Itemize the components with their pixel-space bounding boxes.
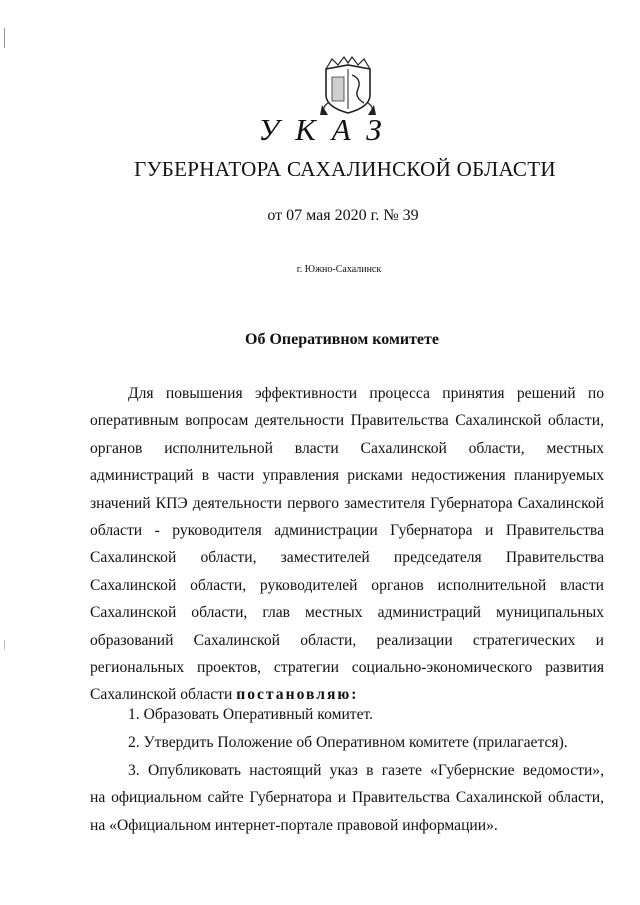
preamble-line: области - руководителя администрации Губернатора и Правительства [90, 522, 604, 540]
decree-items [90, 701, 604, 840]
preamble-line: Сахалинской области [90, 686, 233, 704]
preamble-line: значений КПЭ деятельности первого заместителя Губернатора Сахалинской [90, 494, 604, 512]
preamble-line: администраций в части управления рисками недостижения планируемых [90, 467, 604, 485]
decree-item-1: 1. Образовать Оперативный комитет. [128, 706, 374, 723]
document-type: УКАЗ [258, 112, 398, 147]
preamble [90, 380, 604, 709]
decree-item-3-cont: на «Официальном интернет-портале правовой информации». [90, 817, 498, 835]
preamble-line: Сахалинской области, глав местных администраций муниципальных [90, 604, 604, 622]
decree-item-3-cont: на официальном сайте Губернатора и Правительства Сахалинской области, [90, 789, 604, 807]
scan-margin-mark [4, 28, 5, 48]
preamble-line: Сахалинской области, руководителей органов исполнительной власти [90, 576, 604, 594]
preamble-line: Сахалинской области, заместителей председателя Правительства [90, 549, 604, 567]
document-title: Об Оперативном комитете [245, 331, 439, 348]
preamble-line: региональных проектов, стратегии социально-экономического развития [90, 659, 604, 677]
decree-item-3: 3. Опубликовать настоящий указ в газете «Губернские ведомости», [128, 761, 604, 779]
preamble-line: Для повышения эффективности процесса принятия решений по [128, 385, 604, 402]
document-date-number: от 07 мая 2020 г. № 39 [267, 207, 419, 224]
preamble-line: оперативным вопросам деятельности Правительства Сахалинской области, [90, 412, 604, 430]
decree-word: постановляю: [236, 686, 359, 704]
decree-item-2: 2. Утвердить Положение об Оперативном комитете (прилагается). [128, 733, 568, 751]
issuer-title: ГУБЕРНАТОРА САХАЛИНСКОЙ ОБЛАСТИ [134, 157, 556, 181]
sakhalin-coat-of-arms-icon [318, 55, 378, 117]
scan-margin-mark [4, 640, 5, 650]
issue-city: г. Южно-Сахалинск [296, 264, 382, 275]
preamble-line: образований Сахалинской области, реализации стратегических и [90, 631, 604, 649]
preamble-line: органов исполнительной власти Сахалинской области, местных [90, 439, 604, 457]
